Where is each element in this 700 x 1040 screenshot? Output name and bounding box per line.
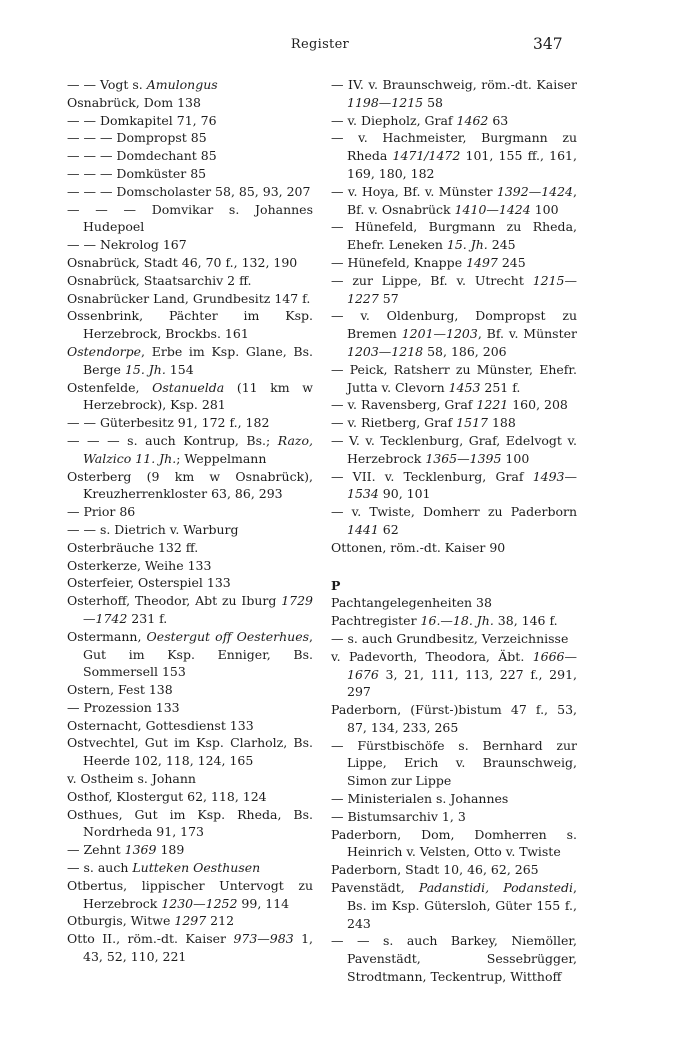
running-title: Register <box>290 37 350 52</box>
index-entry: — — s. auch Barkey, Niemöller, Pavenstädt, Sessebrügger, Strodtmann, Teckentrup, Witthoff <box>331 933 577 985</box>
index-column-right <box>331 76 577 986</box>
index-entry: — v. Ravensberg, Graf 1221 160, 208 <box>331 397 568 413</box>
index-entry: — — Vogt s. Amulongus <box>67 77 218 92</box>
italic-text: Razo, Walzico 11. Jh. <box>83 432 313 466</box>
index-entry: — v. Rietberg, Graf 1517 188 <box>331 415 516 431</box>
italic-text: 1729—1742 <box>83 593 313 626</box>
italic-text: 15. Jh. <box>446 237 488 253</box>
index-entry: — — — Domdechant 85 <box>67 148 217 164</box>
index-entry: Osterberg (9 km w Osnabrück), Kreuzherrenkloster 63, 86, 293 <box>67 468 313 502</box>
index-entry: Ostern, Fest 138 <box>67 682 173 698</box>
index-entry: — v. Hachmeister, Burgmann zu Rheda 1471/1472 101, 155 ff., 161, 169, 180, 182 <box>331 130 577 181</box>
italic-text: 1497 <box>466 254 498 270</box>
index-entry: Osterfeier, Osterspiel 133 <box>67 575 231 591</box>
index-entry: Ostvechtel, Gut im Ksp. Clarholz, Bs. Heerde 102, 118, 124, 165 <box>67 735 313 769</box>
index-entry: — V. v. Tecklenburg, Graf, Edelvogt v. Herzebrock 1365—1395 100 <box>331 432 577 466</box>
index-entry: Otburgis, Witwe 1297 212 <box>67 913 235 929</box>
index-entry: Osnabrück, Dom 138 <box>67 94 201 110</box>
italic-text: 1493—1534 <box>347 468 577 502</box>
italic-text: 1666—1676 <box>347 648 577 682</box>
italic-text: 1230—1252 <box>161 895 238 911</box>
italic-text: 1201—1203 <box>401 326 478 342</box>
index-entry: Ostenfelde, Ostanuelda (11 km w Herzebrock), Ksp. 281 <box>67 379 313 413</box>
index-entry: — Peick, Ratsherr zu Münster, Ehefr. Jutta v. Clevorn 1453 251 f. <box>331 361 577 395</box>
index-entry: Ottonen, röm.-dt. Kaiser 90 <box>331 539 506 555</box>
index-entry: Paderborn, Stadt 10, 46, 62, 265 <box>331 862 539 878</box>
italic-text: 1215—1227 <box>347 272 577 306</box>
index-entry: — v. Twiste, Domherr zu Paderborn 1441 62 <box>331 504 577 537</box>
italic-text: 1471/1472 <box>392 148 461 164</box>
italic-text: 1462 <box>456 112 489 128</box>
italic-text: 1410—1424 <box>454 201 531 217</box>
index-entry: — Zehnt 1369 189 <box>67 842 185 858</box>
page-number: 347 <box>533 35 563 53</box>
index-entry: Otto II., röm.-dt. Kaiser 973—983 1, 43, 52, 110, 221 <box>67 931 313 965</box>
index-entry: v. Padevorth, Theodora, Äbt. 1666—1676 3, 21, 111, 113, 227 f., 291, 297 <box>331 648 577 700</box>
index-entry: — — — s. auch Kontrup, Bs.; Razo, Walzico 11. Jh.; Weppelmann <box>67 432 313 466</box>
index-entry: — VII. v. Tecklenburg, Graf 1493—1534 90, 101 <box>331 468 577 502</box>
index-entry: — — — Domvikar s. Johannes Hudepoel <box>67 201 313 235</box>
italic-text: 1453 <box>448 379 481 395</box>
index-entry: — v. Hoya, Bf. v. Münster 1392—1424, Bf. v. Osnabrück 1410—1424 100 <box>331 183 577 217</box>
index-entry: — s. auch Grundbesitz, Verzeichnisse <box>331 630 569 646</box>
index-entry: Osterbräuche 132 ff. <box>67 539 199 555</box>
index-entry: Ossenbrink, Pächter im Ksp. Herzebrock, Brockbs. 161 <box>67 308 313 342</box>
index-entry: Osnabrück, Staatsarchiv 2 ff. <box>67 272 252 288</box>
index-entry: Pavenstädt, Padanstidi, Podanstedi, Bs. im Ksp. Gütersloh, Güter 155 f., 243 <box>331 880 577 931</box>
index-entry: — Hünefeld, Knappe 1497 245 <box>331 254 526 270</box>
italic-text: 1221 <box>476 397 509 413</box>
index-entry: Paderborn, (Fürst-)bistum 47 f., 53, 87, 134, 233, 265 <box>331 702 577 735</box>
italic-text: Padanstidi, Podanstedi <box>418 880 573 896</box>
index-entry: — v. Oldenburg, Dompropst zu Bremen 1201—1203, Bf. v. Münster 1203—1218 58, 186, 206 <box>331 308 577 359</box>
index-entry: — v. Diepholz, Graf 1462 63 <box>331 112 509 128</box>
index-entry: Osterkerze, Weihe 133 <box>67 557 212 573</box>
index-entry: — Ministerialen s. Johannes <box>331 791 509 807</box>
italic-text: Ostanuelda <box>152 379 225 395</box>
italic-text: 1392—1424 <box>496 183 574 199</box>
italic-text: 973—983 <box>233 931 294 947</box>
index-entry: — s. auch Lutteken Oesthusen <box>67 860 261 876</box>
index-entry: Pachtregister 16.—18. Jh. 38, 146 f. <box>331 613 558 629</box>
italic-text: 15. Jh. <box>124 361 166 377</box>
index-entry: Osnabrücker Land, Grundbesitz 147 f. <box>67 290 311 306</box>
index-entry: — — s. Dietrich v. Warburg <box>67 521 239 537</box>
index-entry: — — Domkapitel 71, 76 <box>67 112 217 128</box>
index-entry: — — — Domscholaster 58, 85, 93, 207 <box>67 183 311 199</box>
index-entry: — — — Dompropst 85 <box>67 130 207 146</box>
index-entry: Otbertus, lippischer Untervogt zu Herzebrock 1230—1252 99, 114 <box>67 877 313 911</box>
index-entry: Pachtangelegenheiten 38 <box>331 595 492 611</box>
index-column-left <box>67 76 313 966</box>
index-entry: — Prozession 133 <box>67 699 180 715</box>
index-entry: Osterhoff, Theodor, Abt zu Iburg 1729—1742 231 f. <box>67 593 313 626</box>
italic-text: Lutteken Oesthusen <box>132 860 261 876</box>
letter-heading: P <box>331 577 341 593</box>
index-entry: v. Ostheim s. Johann <box>67 771 196 787</box>
index-entry: — — Nekrolog 167 <box>67 237 187 253</box>
italic-text: 1517 <box>456 415 488 431</box>
index-entry: — — — Domküster 85 <box>67 165 207 181</box>
index-entry: Osthof, Klostergut 62, 118, 124 <box>67 788 267 804</box>
index-entry: — Prior 86 <box>67 504 136 520</box>
index-entry: Ostendorpe, Erbe im Ksp. Glane, Bs. Berge 15. Jh. 154 <box>67 343 313 377</box>
index-entry: Osnabrück, Stadt 46, 70 f., 132, 190 <box>67 254 298 270</box>
italic-text: 16.—18. Jh. <box>420 613 494 629</box>
index-entry: — IV. v. Braunschweig, röm.-dt. Kaiser 1198—1215 58 <box>331 77 577 110</box>
index-entry: — zur Lippe, Bf. v. Utrecht 1215—1227 57 <box>331 272 577 306</box>
italic-text: 1198—1215 <box>347 94 424 110</box>
italic-text: 1441 <box>347 521 379 537</box>
italic-text: 1203—1218 <box>347 343 424 359</box>
italic-text: 1297 <box>174 913 207 929</box>
index-entry: — Fürstbischöfe s. Bernhard zur Lippe, Erich v. Braunschweig, Simon zur Lippe <box>331 737 577 789</box>
index-entry: Ostermann, Oestergut off Oesterhues, Gut im Ksp. Enniger, Bs. Sommersell 153 <box>67 628 314 680</box>
italic-text: 1369 <box>124 842 157 858</box>
index-entry: — Hünefeld, Burgmann zu Rheda, Ehefr. Leneken 15. Jh. 245 <box>331 219 577 253</box>
index-entry: Osthues, Gut im Ksp. Rheda, Bs. Nordrheda 91, 173 <box>67 806 313 840</box>
italic-text: Oestergut off Oesterhues <box>146 628 310 644</box>
index-entry: Osternacht, Gottesdienst 133 <box>67 717 254 733</box>
italic-text: Amulongus <box>146 77 218 92</box>
italic-text: 1365—1395 <box>425 450 502 466</box>
index-entry: — Bistumsarchiv 1, 3 <box>331 808 466 824</box>
index-entry: — — Güterbesitz 91, 172 f., 182 <box>67 415 270 431</box>
italic-text: Ostendorpe <box>67 343 142 359</box>
index-entry: Paderborn, Dom, Domherren s. Heinrich v. Velsten, Otto v. Twiste <box>331 826 577 860</box>
